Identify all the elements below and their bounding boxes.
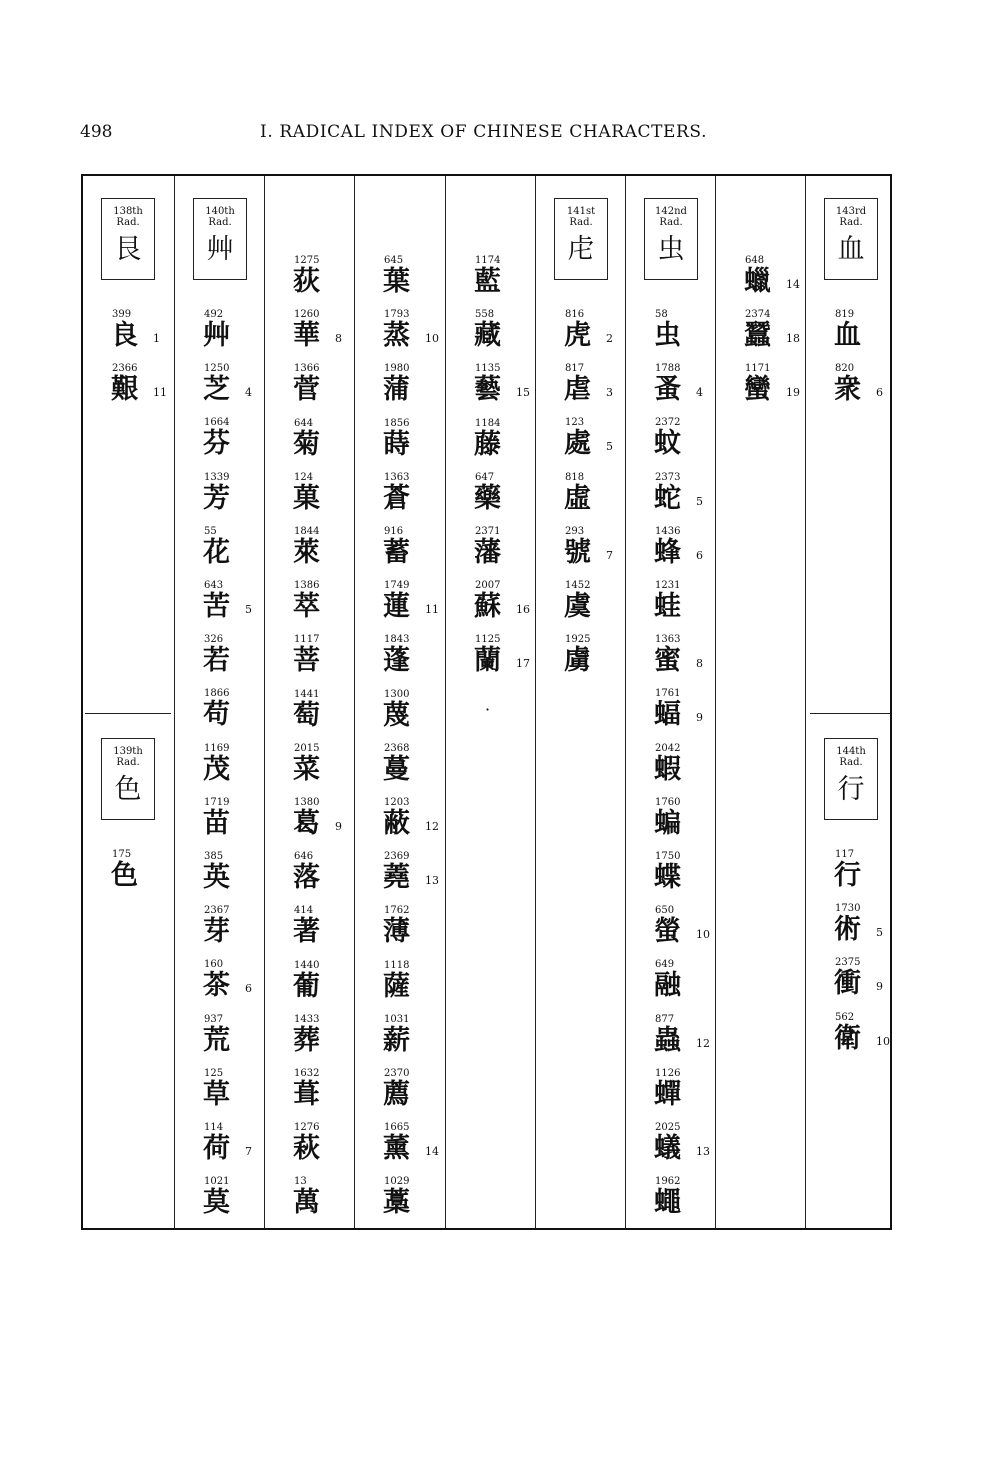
section-divider [85,713,171,714]
stroke-count: 10 [425,332,439,345]
entry-character: 葉 [383,266,410,297]
entry-character: 蠅 [654,1187,681,1218]
entry-character: 蒸 [383,320,410,351]
entry-character: 衛 [834,1023,861,1054]
entry-number: 1719 [204,797,230,808]
entry-character: 蚊 [654,428,681,459]
entry-character: 虜 [564,645,591,676]
entry-number: 2373 [655,472,681,483]
entry-character: 荒 [203,1025,230,1056]
entry-character: 蔑 [383,700,410,731]
entry-character: 菩 [293,645,320,676]
entry-character: 苦 [203,591,230,622]
entry-character: 融 [654,970,681,1001]
entry-character: 薦 [383,1079,410,1110]
stroke-count: 18 [786,332,800,345]
entry-character: 萃 [293,591,320,622]
entry-number: 123 [565,417,585,428]
stroke-count: 12 [425,820,439,833]
stroke-count: 11 [425,603,439,616]
entry-number: 1980 [384,363,410,374]
entry-character: 葡 [293,971,320,1002]
entry-number: 2025 [655,1122,681,1133]
entry-number: 1441 [294,689,320,700]
entry-character: 蒼 [383,483,410,514]
entry-character: 虛 [564,483,591,514]
stroke-count: 7 [245,1145,252,1158]
stroke-count: 13 [425,874,439,887]
entry-number: 55 [204,526,217,537]
entry-number: 1925 [565,634,591,645]
entry-character: 蠶 [744,320,771,351]
section-divider [810,713,890,714]
entry-character: 萊 [293,537,320,568]
entry-number: 2367 [204,905,230,916]
radical-character: 艮 [114,234,142,265]
entry-number: 649 [655,959,675,970]
entry-number: 1171 [745,363,771,374]
radical-character: 血 [837,234,865,265]
entry-number: 1788 [655,363,681,374]
entry-number: 160 [204,959,224,970]
entry-character: 虞 [564,591,591,622]
entry-character: 薩 [383,971,410,1002]
radical-header-box [554,198,608,280]
entry-character: 藤 [474,429,501,460]
entry-number: 1174 [475,255,501,266]
entry-number: 414 [294,905,314,916]
stroke-count: 7 [606,549,613,562]
entry-character: 芽 [203,916,230,947]
stroke-count: 16 [516,603,530,616]
entry-character: 苗 [203,808,230,839]
entry-number: 1363 [655,634,681,645]
index-entry [834,1013,918,1065]
entry-number: 175 [112,849,132,860]
entry-number: 2368 [384,743,410,754]
entry-character: 艱 [111,374,138,405]
entry-character: 藩 [474,537,501,568]
entry-character: 藍 [474,266,501,297]
stroke-count: 13 [696,1145,710,1158]
radical-character: 色 [114,774,142,805]
entry-character: 蝶 [654,862,681,893]
entry-number: 2369 [384,851,410,862]
entry-number: 1184 [475,418,501,429]
entry-number: 2371 [475,526,501,537]
entry-number: 1844 [294,526,320,537]
entry-number: 13 [294,1176,307,1187]
entry-character: 苟 [203,699,230,730]
entry-number: 1275 [294,255,320,266]
entry-character: 蘇 [474,591,501,622]
entry-number: 650 [655,905,675,916]
stroke-count: 9 [335,820,342,833]
entry-number: 1665 [384,1122,410,1133]
radical-ordinal: 141st [566,206,596,217]
stroke-count: 4 [696,386,703,399]
stroke-count: 6 [245,982,252,995]
entry-character: 蝙 [654,808,681,839]
entry-character: 蓄 [383,537,410,568]
index-column [264,176,355,1228]
entry-character: 菅 [293,374,320,405]
radical-abbrev: Rad. [116,217,140,228]
entry-character: 蘭 [474,645,501,676]
entry-character: 蝠 [654,699,681,730]
entry-number: 818 [565,472,585,483]
stroke-count: 3 [606,386,613,399]
entry-character: 花 [203,537,230,568]
entry-character: 芝 [203,374,230,405]
entry-number: 1135 [475,363,501,374]
entry-number: 1433 [294,1014,320,1025]
entry-character: 術 [834,914,861,945]
entry-character: 萬 [293,1187,320,1218]
radical-header-box [644,198,698,280]
index-entry [834,904,918,956]
index-column [174,176,265,1228]
entry-character: 薰 [383,1133,410,1164]
stroke-count: 5 [696,495,703,508]
entry-number: 648 [745,255,765,266]
entry-number: 326 [204,634,224,645]
entry-character: 葺 [293,1079,320,1110]
entry-character: 芳 [203,483,230,514]
entry-number: 293 [565,526,585,537]
page-number: 498 [80,122,113,142]
entry-number: 1300 [384,689,410,700]
stroke-count: 8 [696,657,703,670]
entry-number: 1126 [655,1068,681,1079]
entry-number: 58 [655,309,668,320]
entry-character: 荷 [203,1133,230,1164]
entry-character: 莫 [203,1187,230,1218]
entry-character: 藝 [474,374,501,405]
entry-number: 1730 [835,903,861,914]
entry-number: 644 [294,418,314,429]
stroke-count: 10 [876,1035,890,1048]
entry-number: 646 [294,851,314,862]
entry-number: 1664 [204,417,230,428]
entry-number: 877 [655,1014,675,1025]
entry-number: 117 [835,849,855,860]
radical-abbrev: Rad. [569,217,593,228]
entry-character: 蛇 [654,483,681,514]
entry-character: 藁 [383,1187,410,1218]
index-column [445,176,536,1228]
entry-number: 2366 [112,363,138,374]
entry-number: 1169 [204,743,230,754]
entry-number: 1856 [384,418,410,429]
entry-number: 1260 [294,309,320,320]
entry-character: 良 [111,320,138,351]
entry-number: 1761 [655,688,681,699]
entry-character: 茶 [203,970,230,1001]
radical-abbrev: Rad. [659,217,683,228]
stroke-count: 6 [876,386,883,399]
index-column [535,176,626,1228]
entry-character: 衆 [834,374,861,405]
entry-character: 蠟 [744,266,771,297]
radical-ordinal: 144th [836,746,866,757]
entry-number: 1762 [384,905,410,916]
entry-character: 艸 [203,320,230,351]
entry-number: 1380 [294,797,320,808]
entry-character: 藏 [474,320,501,351]
stroke-count: 2 [606,332,613,345]
entry-character: 蓬 [383,645,410,676]
column-end-dot: · [485,700,491,719]
entry-character: 蜂 [654,537,681,568]
stroke-count: 19 [786,386,800,399]
stroke-count: 4 [245,386,252,399]
entry-number: 1125 [475,634,501,645]
radical-ordinal: 138th [113,206,143,217]
entry-number: 399 [112,309,132,320]
entry-number: 2372 [655,417,681,428]
entry-character: 色 [111,860,138,891]
entry-number: 2374 [745,309,771,320]
entry-character: 蔽 [383,808,410,839]
entry-character: 薄 [383,916,410,947]
stroke-count: 17 [516,657,530,670]
entry-character: 落 [293,862,320,893]
index-entry [834,364,918,416]
entry-character: 菜 [293,754,320,785]
entry-number: 1250 [204,363,230,374]
stroke-count: 14 [425,1145,439,1158]
entry-number: 1793 [384,309,410,320]
stroke-count: 5 [876,926,883,939]
entry-character: 荻 [293,266,320,297]
entry-number: 2007 [475,580,501,591]
radical-character: 行 [837,774,865,805]
entry-character: 著 [293,916,320,947]
entry-character: 蓮 [383,591,410,622]
entry-character: 衝 [834,968,861,999]
entry-character: 蜜 [654,645,681,676]
stroke-count: 12 [696,1037,710,1050]
radical-abbrev: Rad. [839,757,863,768]
entry-number: 125 [204,1068,224,1079]
entry-character: 蟬 [654,1079,681,1110]
entry-number: 1843 [384,634,410,645]
radical-index-table [81,174,892,1230]
radical-header-box [193,198,247,280]
entry-character: 華 [293,320,320,351]
stroke-count: 1 [153,332,160,345]
entry-character: 萩 [293,1133,320,1164]
entry-number: 2015 [294,743,320,754]
radical-abbrev: Rad. [839,217,863,228]
stroke-count: 8 [335,332,342,345]
entry-number: 1021 [204,1176,230,1187]
entry-number: 820 [835,363,855,374]
entry-number: 2042 [655,743,681,754]
entry-character: 虐 [564,374,591,405]
entry-character: 薪 [383,1025,410,1056]
entry-character: 號 [564,537,591,568]
entry-character: 蟻 [654,1133,681,1164]
entry-number: 1440 [294,960,320,971]
entry-character: 蠻 [744,374,771,405]
entry-number: 1366 [294,363,320,374]
stroke-count: 15 [516,386,530,399]
entry-number: 492 [204,309,224,320]
entry-character: 處 [564,428,591,459]
entry-number: 1436 [655,526,681,537]
entry-character: 行 [834,860,861,891]
entry-character: 萄 [293,700,320,731]
entry-number: 817 [565,363,585,374]
entry-character: 虫 [654,320,681,351]
entry-character: 若 [203,645,230,676]
entry-number: 1363 [384,472,410,483]
radical-ordinal: 142nd [655,206,687,217]
entry-character: 螢 [654,916,681,947]
entry-number: 645 [384,255,404,266]
entry-number: 385 [204,851,224,862]
entry-character: 葛 [293,808,320,839]
entry-character: 葬 [293,1025,320,1056]
index-column [625,176,716,1228]
entry-number: 124 [294,472,314,483]
entry-number: 1029 [384,1176,410,1187]
radical-character: 虫 [657,234,685,265]
stroke-count: 10 [696,928,710,941]
entry-number: 2375 [835,957,861,968]
radical-header-box [101,738,155,820]
entry-number: 1749 [384,580,410,591]
index-entry [834,850,918,902]
entry-number: 1031 [384,1014,410,1025]
page-title: I. RADICAL INDEX OF CHINESE CHARACTERS. [260,122,708,142]
entry-number: 1452 [565,580,591,591]
radical-abbrev: Rad. [116,757,140,768]
radical-header-box [101,198,155,280]
stroke-count: 6 [696,549,703,562]
entry-character: 草 [203,1079,230,1110]
stroke-count: 14 [786,278,800,291]
entry-number: 562 [835,1012,855,1023]
radical-ordinal: 139th [113,746,143,757]
entry-number: 1750 [655,851,681,862]
index-column [715,176,806,1228]
radical-character: 艸 [206,234,234,265]
entry-number: 1339 [204,472,230,483]
index-entry [834,310,918,362]
stroke-count: 5 [245,603,252,616]
entry-character: 蛙 [654,591,681,622]
entry-number: 1276 [294,1122,320,1133]
index-entry [834,958,918,1010]
entry-character: 蔓 [383,754,410,785]
entry-character: 藥 [474,483,501,514]
entry-character: 蕘 [383,862,410,893]
entry-number: 1632 [294,1068,320,1079]
index-column [83,176,174,1228]
entry-number: 2370 [384,1068,410,1079]
entry-character: 血 [834,320,861,351]
entry-character: 蒔 [383,429,410,460]
radical-header-box [824,738,878,820]
entry-character: 芬 [203,428,230,459]
entry-number: 1386 [294,580,320,591]
entry-number: 1231 [655,580,681,591]
entry-number: 114 [204,1122,224,1133]
stroke-count: 9 [696,711,703,724]
entry-character: 蟲 [654,1025,681,1056]
radical-ordinal: 143rd [835,206,867,217]
entry-character: 蝦 [654,754,681,785]
entry-character: 茂 [203,754,230,785]
entry-character: 蚤 [654,374,681,405]
entry-number: 816 [565,309,585,320]
stroke-count: 5 [606,440,613,453]
stroke-count: 9 [876,980,883,993]
radical-ordinal: 140th [205,206,235,217]
entry-character: 蒲 [383,374,410,405]
entry-number: 937 [204,1014,224,1025]
entry-character: 英 [203,862,230,893]
entry-number: 916 [384,526,404,537]
index-column [805,176,893,1228]
entry-number: 1760 [655,797,681,808]
radical-abbrev: Rad. [208,217,232,228]
entry-number: 1866 [204,688,230,699]
entry-number: 1203 [384,797,410,808]
entry-number: 643 [204,580,224,591]
radical-character: 虍 [567,234,595,265]
radical-header-box [824,198,878,280]
entry-character: 菓 [293,483,320,514]
index-column [354,176,446,1228]
entry-number: 647 [475,472,495,483]
entry-character: 菊 [293,429,320,460]
entry-number: 558 [475,309,495,320]
entry-number: 819 [835,309,855,320]
entry-number: 1117 [294,634,320,645]
entry-number: 1118 [384,960,410,971]
entry-number: 1962 [655,1176,681,1187]
stroke-count: 11 [153,386,167,399]
entry-character: 虎 [564,320,591,351]
